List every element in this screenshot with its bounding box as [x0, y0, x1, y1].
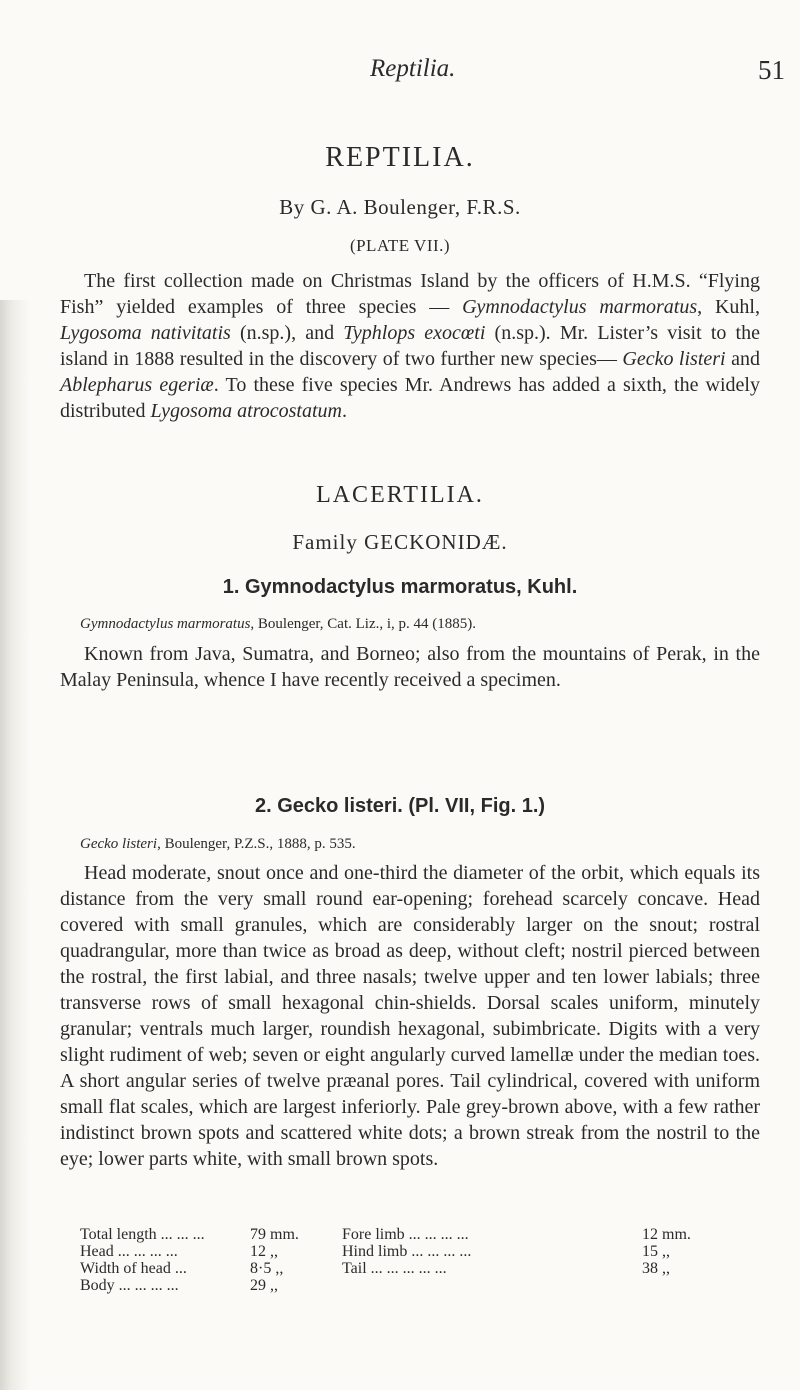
measurement-label: Body ... ... ... ... [80, 1277, 179, 1294]
measurement-value: 79 mm. [250, 1226, 299, 1243]
measurement-label: Fore limb ... ... ... ... [342, 1226, 469, 1243]
intro-paragraph: The first collection made on Christmas Island by the officers of H.M.S. “Flying Fish” yielded examples of three species — Gymnodactylus marmoratus, Kuhl, Lygosoma nativitatis (n.sp.), and Typhlops exocœti (n.sp.). Mr. Lister’s visit to the island in 1888 resulted in the discovery of two further new species— Gecko listeri and Ablepharus egeriæ. To these five species Mr. Andrews has added a sixth, the widely distributed Lygosoma atrocostatum. [60, 270, 760, 422]
measurement-row [80, 1226, 760, 1243]
measurement-label: Head ... ... ... ... [80, 1243, 178, 1260]
measurements-table [80, 1226, 760, 1294]
page-number: 51 [758, 55, 785, 85]
measurement-row [80, 1277, 760, 1294]
measurement-value: 12 ,, [250, 1243, 278, 1260]
page-gutter-shadow [0, 300, 30, 1390]
species-description: Head moderate, snout once and one-third the diameter of the orbit, which equals its distance from the very small round ear-opening; forehead scarcely concave. Head covered with small granules, which are considerably larger on the snout; rostral quadrangular, more than twice as broad as deep, without cleft; nostril pierced between the rostral, the first labial, and three nasals; twelve upper and ten lower labials; three transverse rows of small hexagonal chin-shields. Dorsal scales uniform, minutely granular; ventrals much larger, roundish hexagonal, subimbricate. Digits with a very slight rudiment of web; seven or eight angularly curved lamellæ under the median toes. A short angular series of twelve præanal pores. Tail cylindrical, covered with uniform small flat scales, which are largest inferiorly. Pale grey-brown above, with a few rather indistinct brown spots and scattered white dots; a brown streak from the nostril to the eye; lower parts white, with small brown spots. [60, 862, 760, 1170]
measurement-label: Hind limb ... ... ... ... [342, 1243, 472, 1260]
measurement-label: Tail ... ... ... ... ... [342, 1260, 447, 1277]
species-reference: Gymnodactylus marmoratus, Boulenger, Cat. Liz., i, p. 44 (1885). [80, 616, 477, 632]
measurement-value: 15 ,, [642, 1243, 670, 1260]
measurement-row [80, 1260, 760, 1277]
section-heading: LACERTILIA. [316, 482, 484, 508]
measurement-label: Total length ... ... ... [80, 1226, 205, 1243]
species-heading: 1. Gymnodactylus marmoratus, Kuhl. [222, 576, 578, 598]
measurement-label: Width of head ... [80, 1260, 187, 1277]
family-heading: Family GECKONIDÆ. [292, 530, 508, 554]
measurement-value: 29 ,, [250, 1277, 278, 1294]
plate-reference: (PLATE VII.) [349, 236, 451, 255]
running-title: Reptilia. [370, 55, 456, 82]
measurement-value: 12 mm. [642, 1226, 691, 1243]
measurement-value: 8·5 ,, [250, 1260, 284, 1277]
measurement-value [642, 1277, 702, 1294]
article-title: REPTILIA. [325, 142, 475, 173]
species-reference: Gecko listeri, Boulenger, P.Z.S., 1888, p. 535. [80, 836, 356, 852]
running-head [0, 55, 800, 95]
species-description: Known from Java, Sumatra, and Borneo; also from the mountains of Perak, in the Malay Peninsula, whence I have recently received a specimen. [60, 643, 760, 691]
byline: By G. A. Boulenger, F.R.S. [279, 195, 521, 219]
measurement-value: 38 ,, [642, 1260, 670, 1277]
measurement-row [80, 1243, 760, 1260]
species-heading: 2. Gecko listeri. (Pl. VII, Fig. 1.) [254, 795, 546, 817]
measurement-label [342, 1277, 642, 1294]
